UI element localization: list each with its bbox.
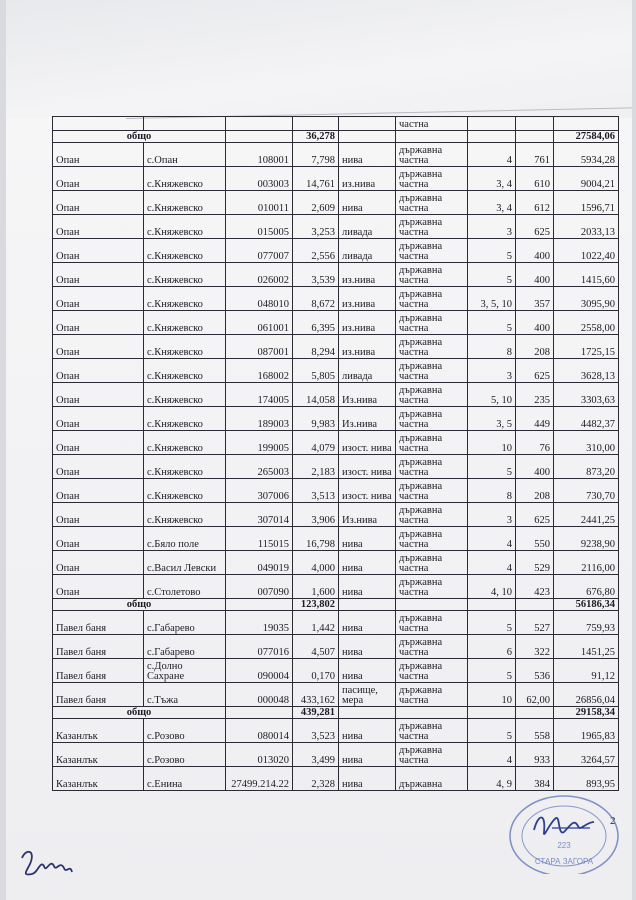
amount-cell: 759,93: [554, 611, 619, 635]
municipality-cell: Павел баня: [53, 611, 144, 635]
village-cell: с.Бяло поле: [144, 527, 226, 551]
municipality-cell: Опан: [53, 503, 144, 527]
subtotal-row: [53, 131, 619, 143]
table-row: [53, 503, 619, 527]
area-cell: 2,556: [293, 239, 339, 263]
price-cell: 536: [516, 659, 554, 683]
parcel-code-cell: 115015: [226, 527, 293, 551]
amount-cell: 2441,25: [554, 503, 619, 527]
amount-cell: 1965,83: [554, 719, 619, 743]
ownership-cell: държавна частна: [396, 659, 468, 683]
empty-cell: [339, 707, 396, 719]
land-use-cell: нива: [339, 551, 396, 575]
parcel-code-cell: 27499.214.22: [226, 767, 293, 791]
municipality-cell: Опан: [53, 143, 144, 167]
parcel-code-cell: 307006: [226, 479, 293, 503]
table-row: [53, 431, 619, 455]
subtotal-amount: 29158,34: [554, 707, 619, 719]
ownership-cell: държавна частна: [396, 527, 468, 551]
table-row: [53, 455, 619, 479]
parcel-code-cell: 168002: [226, 359, 293, 383]
land-use-cell: изост. нива: [339, 455, 396, 479]
municipality-cell: Казанлък: [53, 767, 144, 791]
municipality-cell: Опан: [53, 263, 144, 287]
village-cell: с.Княжевско: [144, 335, 226, 359]
category-cell: 3: [468, 215, 516, 239]
area-cell: 3,523: [293, 719, 339, 743]
area-cell: 0,170: [293, 659, 339, 683]
parcel-code-cell: 049019: [226, 551, 293, 575]
parcel-code-cell: 087001: [226, 335, 293, 359]
amount-cell: 9238,90: [554, 527, 619, 551]
table-row: [53, 611, 619, 635]
subtotal-label: общо: [53, 131, 226, 143]
empty-cell: [468, 707, 516, 719]
ownership-cell: държавна частна: [396, 431, 468, 455]
village-cell: с.Княжевско: [144, 479, 226, 503]
parcel-code-cell: 010011: [226, 191, 293, 215]
land-use-cell: нива: [339, 743, 396, 767]
table-row: [53, 527, 619, 551]
area-cell: 14,761: [293, 167, 339, 191]
area-cell: 3,499: [293, 743, 339, 767]
parcel-code-cell: 090004: [226, 659, 293, 683]
ownership-cell: държавна частна: [396, 167, 468, 191]
village-cell: с.Княжевско: [144, 383, 226, 407]
municipality-cell: Павел баня: [53, 659, 144, 683]
table-row: [53, 767, 619, 791]
land-use-cell: нива: [339, 767, 396, 791]
area-cell: 2,609: [293, 191, 339, 215]
area-cell: 433,162: [293, 683, 339, 707]
category-cell: 4, 10: [468, 575, 516, 599]
category-cell: 10: [468, 431, 516, 455]
empty-cell: [226, 599, 293, 611]
paper-fold-area: [6, 0, 632, 118]
category-cell: 4: [468, 527, 516, 551]
municipality-cell: Опан: [53, 287, 144, 311]
land-use-cell: из.нива: [339, 263, 396, 287]
ownership-cell: държавна частна: [396, 335, 468, 359]
signature-mark: [534, 818, 594, 835]
amount-cell: 3303,63: [554, 383, 619, 407]
ownership-cell: държавна частна: [396, 407, 468, 431]
empty-cell: [516, 599, 554, 611]
municipality-cell: Опан: [53, 407, 144, 431]
land-use-cell: изост. нива: [339, 479, 396, 503]
price-cell: 610: [516, 167, 554, 191]
village-cell: с.Княжевско: [144, 191, 226, 215]
category-cell: 4: [468, 743, 516, 767]
subtotal-amount: 27584,06: [554, 131, 619, 143]
land-use-cell: нива: [339, 659, 396, 683]
municipality-cell: Опан: [53, 527, 144, 551]
area-cell: 4,000: [293, 551, 339, 575]
area-cell: 9,983: [293, 407, 339, 431]
table-row: [53, 383, 619, 407]
village-cell: с.Княжевско: [144, 455, 226, 479]
municipality-cell: Казанлък: [53, 719, 144, 743]
amount-cell: 3628,13: [554, 359, 619, 383]
ownership-cell: държавна частна: [396, 287, 468, 311]
parcel-code-cell: 265003: [226, 455, 293, 479]
ownership-cell: държавна частна: [396, 311, 468, 335]
municipality-cell: Опан: [53, 455, 144, 479]
table-row: [53, 191, 619, 215]
land-use-cell: Из.нива: [339, 383, 396, 407]
ownership-cell: държавна частна: [396, 455, 468, 479]
category-cell: 3, 4: [468, 191, 516, 215]
category-cell: 4, 9: [468, 767, 516, 791]
category-cell: 4: [468, 143, 516, 167]
table-row: [53, 551, 619, 575]
area-cell: 16,798: [293, 527, 339, 551]
ownership-cell: държавна частна: [396, 143, 468, 167]
area-cell: 1,600: [293, 575, 339, 599]
table-row: [53, 407, 619, 431]
subtotal-area: 123,802: [293, 599, 339, 611]
ownership-cell: държавна частна: [396, 263, 468, 287]
price-cell: 527: [516, 611, 554, 635]
category-cell: 3, 4: [468, 167, 516, 191]
empty-cell: [468, 131, 516, 143]
land-use-cell: пасище, мера: [339, 683, 396, 707]
parcel-code-cell: 077007: [226, 239, 293, 263]
land-use-cell: Из.нива: [339, 503, 396, 527]
empty-cell: [396, 599, 468, 611]
land-use-cell: ливада: [339, 359, 396, 383]
amount-cell: 5934,28: [554, 143, 619, 167]
village-cell: с.Княжевско: [144, 239, 226, 263]
table-row: [53, 359, 619, 383]
category-cell: 3: [468, 503, 516, 527]
land-use-cell: нива: [339, 527, 396, 551]
category-cell: 3, 5, 10: [468, 287, 516, 311]
category-cell: 5: [468, 311, 516, 335]
category-cell: 4: [468, 551, 516, 575]
ownership-cell: държавна частна: [396, 635, 468, 659]
land-use-cell: из.нива: [339, 167, 396, 191]
municipality-cell: Павел баня: [53, 635, 144, 659]
empty-cell: [396, 131, 468, 143]
price-cell: 400: [516, 239, 554, 263]
area-cell: 14,058: [293, 383, 339, 407]
parcel-code-cell: 015005: [226, 215, 293, 239]
parcel-code-cell: 19035: [226, 611, 293, 635]
table-row: [53, 743, 619, 767]
parcel-code-cell: 080014: [226, 719, 293, 743]
municipality-cell: Опан: [53, 359, 144, 383]
land-use-cell: нива: [339, 635, 396, 659]
price-cell: 384: [516, 767, 554, 791]
municipality-cell: Опан: [53, 551, 144, 575]
area-cell: 2,328: [293, 767, 339, 791]
amount-cell: 1415,60: [554, 263, 619, 287]
land-use-cell: нива: [339, 143, 396, 167]
table-row: [53, 635, 619, 659]
parcel-code-cell: 007090: [226, 575, 293, 599]
category-cell: 10: [468, 683, 516, 707]
ownership-cell: държавна частна: [396, 215, 468, 239]
land-use-cell: из.нива: [339, 335, 396, 359]
price-cell: 322: [516, 635, 554, 659]
municipality-cell: Опан: [53, 239, 144, 263]
municipality-cell: Опан: [53, 311, 144, 335]
table-row: [53, 143, 619, 167]
village-cell: с.Княжевско: [144, 503, 226, 527]
land-use-cell: нива: [339, 611, 396, 635]
village-cell: с.Княжевско: [144, 167, 226, 191]
table-row: [53, 263, 619, 287]
area-cell: 3,253: [293, 215, 339, 239]
price-cell: 761: [516, 143, 554, 167]
price-cell: 625: [516, 359, 554, 383]
amount-cell: 3264,57: [554, 743, 619, 767]
ownership-cell: държавна частна: [396, 191, 468, 215]
price-cell: 357: [516, 287, 554, 311]
price-cell: 449: [516, 407, 554, 431]
parcel-code-cell: 013020: [226, 743, 293, 767]
parcel-code-cell: 189003: [226, 407, 293, 431]
price-cell: 625: [516, 503, 554, 527]
price-cell: 612: [516, 191, 554, 215]
empty-cell: [396, 707, 468, 719]
table-row: [53, 335, 619, 359]
municipality-cell: Опан: [53, 215, 144, 239]
stamp-text: СТАРА ЗАГОРА: [534, 857, 594, 866]
price-cell: 76: [516, 431, 554, 455]
category-cell: 5: [468, 719, 516, 743]
village-cell: с.Розово: [144, 719, 226, 743]
handwritten-note: [16, 844, 76, 884]
ownership-cell: държавна частна: [396, 719, 468, 743]
land-use-cell: нива: [339, 575, 396, 599]
village-cell: с.Габарево: [144, 611, 226, 635]
municipality-cell: Опан: [53, 191, 144, 215]
table-head-row: [53, 117, 619, 131]
table-row: [53, 215, 619, 239]
price-cell: 933: [516, 743, 554, 767]
ownership-cell: държавна частна: [396, 239, 468, 263]
amount-cell: 893,95: [554, 767, 619, 791]
village-cell: с.Тъжа: [144, 683, 226, 707]
category-cell: 5: [468, 455, 516, 479]
municipality-cell: Опан: [53, 575, 144, 599]
empty-cell: [339, 131, 396, 143]
amount-cell: 310,00: [554, 431, 619, 455]
category-cell: 5: [468, 263, 516, 287]
village-cell: с.Опан: [144, 143, 226, 167]
parcel-code-cell: 174005: [226, 383, 293, 407]
document-sheet: [6, 0, 632, 900]
category-cell: 6: [468, 635, 516, 659]
land-use-cell: из.нива: [339, 287, 396, 311]
category-cell: 5: [468, 659, 516, 683]
subtotal-label: общо: [53, 599, 226, 611]
ownership-cell: държавна частна: [396, 383, 468, 407]
village-cell: с.Енина: [144, 767, 226, 791]
category-cell: 8: [468, 479, 516, 503]
village-cell: с.Княжевско: [144, 359, 226, 383]
parcel-code-cell: 077016: [226, 635, 293, 659]
land-use-cell: из.нива: [339, 311, 396, 335]
empty-cell: [226, 131, 293, 143]
price-cell: 208: [516, 479, 554, 503]
village-cell: с.Розово: [144, 743, 226, 767]
subtotal-area: 36,278: [293, 131, 339, 143]
ownership-cell: държавна частна: [396, 611, 468, 635]
table-row: [53, 575, 619, 599]
table-row: [53, 683, 619, 707]
village-cell: с.Столетово: [144, 575, 226, 599]
price-cell: 400: [516, 263, 554, 287]
ownership-cell: държавна частна: [396, 551, 468, 575]
amount-cell: 9004,21: [554, 167, 619, 191]
area-cell: 7,798: [293, 143, 339, 167]
land-use-cell: Из.нива: [339, 407, 396, 431]
table-row: [53, 659, 619, 683]
area-cell: 4,507: [293, 635, 339, 659]
parcel-code-cell: 048010: [226, 287, 293, 311]
amount-cell: 2116,00: [554, 551, 619, 575]
municipality-cell: Опан: [53, 383, 144, 407]
subtotal-row: [53, 707, 619, 719]
price-cell: 529: [516, 551, 554, 575]
empty-cell: [226, 707, 293, 719]
amount-cell: 26856,04: [554, 683, 619, 707]
parcel-code-cell: 108001: [226, 143, 293, 167]
amount-cell: 2033,13: [554, 215, 619, 239]
municipality-cell: Опан: [53, 479, 144, 503]
page-number: 2: [610, 815, 616, 827]
subtotal-row: [53, 599, 619, 611]
empty-cell: [339, 599, 396, 611]
empty-cell: [516, 707, 554, 719]
ownership-cell: държавна частна: [396, 683, 468, 707]
subtotal-label: общо: [53, 707, 226, 719]
area-cell: 5,805: [293, 359, 339, 383]
amount-cell: 873,20: [554, 455, 619, 479]
table-row: [53, 239, 619, 263]
municipality-cell: Казанлък: [53, 743, 144, 767]
ownership-cell: държавна частна: [396, 479, 468, 503]
land-use-cell: ливада: [339, 239, 396, 263]
category-cell: 5: [468, 239, 516, 263]
price-cell: 208: [516, 335, 554, 359]
price-cell: 625: [516, 215, 554, 239]
empty-cell: [468, 599, 516, 611]
village-cell: с.Габарево: [144, 635, 226, 659]
price-cell: 558: [516, 719, 554, 743]
table-row: [53, 287, 619, 311]
price-cell: 550: [516, 527, 554, 551]
amount-cell: 3095,90: [554, 287, 619, 311]
parcel-code-cell: 061001: [226, 311, 293, 335]
parcel-code-cell: 307014: [226, 503, 293, 527]
municipality-cell: Павел баня: [53, 683, 144, 707]
area-cell: 8,672: [293, 287, 339, 311]
village-cell: с.Княжевско: [144, 263, 226, 287]
head-owner-cell: частна: [396, 117, 468, 131]
village-cell: с.Княжевско: [144, 407, 226, 431]
amount-cell: 1596,71: [554, 191, 619, 215]
ownership-cell: държавна: [396, 767, 468, 791]
amount-cell: 730,70: [554, 479, 619, 503]
price-cell: 400: [516, 311, 554, 335]
ownership-cell: държавна частна: [396, 359, 468, 383]
area-cell: 8,294: [293, 335, 339, 359]
village-cell: с.Княжевско: [144, 215, 226, 239]
subtotal-amount: 56186,34: [554, 599, 619, 611]
land-use-cell: изост. нива: [339, 431, 396, 455]
area-cell: 4,079: [293, 431, 339, 455]
village-cell: с.Княжевско: [144, 287, 226, 311]
area-cell: 2,183: [293, 455, 339, 479]
village-cell: с.Княжевско: [144, 311, 226, 335]
ownership-cell: държавна частна: [396, 503, 468, 527]
land-use-cell: нива: [339, 191, 396, 215]
area-cell: 1,442: [293, 611, 339, 635]
category-cell: 3: [468, 359, 516, 383]
area-cell: 3,539: [293, 263, 339, 287]
village-cell: с.Долно Сахране: [144, 659, 226, 683]
empty-cell: [516, 131, 554, 143]
table-row: [53, 311, 619, 335]
category-cell: 8: [468, 335, 516, 359]
amount-cell: 1451,25: [554, 635, 619, 659]
category-cell: 5: [468, 611, 516, 635]
table-row: [53, 479, 619, 503]
municipality-cell: Опан: [53, 431, 144, 455]
category-cell: 5, 10: [468, 383, 516, 407]
parcel-code-cell: 199005: [226, 431, 293, 455]
ownership-cell: държавна частна: [396, 575, 468, 599]
land-use-cell: ливада: [339, 215, 396, 239]
amount-cell: 91,12: [554, 659, 619, 683]
amount-cell: 2558,00: [554, 311, 619, 335]
stamp-number: 223: [557, 841, 571, 850]
parcel-code-cell: 000048: [226, 683, 293, 707]
municipality-cell: Опан: [53, 167, 144, 191]
amount-cell: 676,80: [554, 575, 619, 599]
price-cell: 62,00: [516, 683, 554, 707]
subtotal-area: 439,281: [293, 707, 339, 719]
municipality-cell: Опан: [53, 335, 144, 359]
price-cell: 400: [516, 455, 554, 479]
official-stamp: [494, 792, 624, 874]
table-row: [53, 167, 619, 191]
amount-cell: 4482,37: [554, 407, 619, 431]
parcel-code-cell: 026002: [226, 263, 293, 287]
ownership-cell: държавна частна: [396, 743, 468, 767]
land-table: [52, 116, 619, 791]
village-cell: с.Княжевско: [144, 431, 226, 455]
parcel-code-cell: 003003: [226, 167, 293, 191]
land-use-cell: нива: [339, 719, 396, 743]
area-cell: 3,513: [293, 479, 339, 503]
area-cell: 6,395: [293, 311, 339, 335]
table-row: [53, 719, 619, 743]
amount-cell: 1725,15: [554, 335, 619, 359]
category-cell: 3, 5: [468, 407, 516, 431]
amount-cell: 1022,40: [554, 239, 619, 263]
price-cell: 235: [516, 383, 554, 407]
price-cell: 423: [516, 575, 554, 599]
area-cell: 3,906: [293, 503, 339, 527]
village-cell: с.Васил Левски: [144, 551, 226, 575]
